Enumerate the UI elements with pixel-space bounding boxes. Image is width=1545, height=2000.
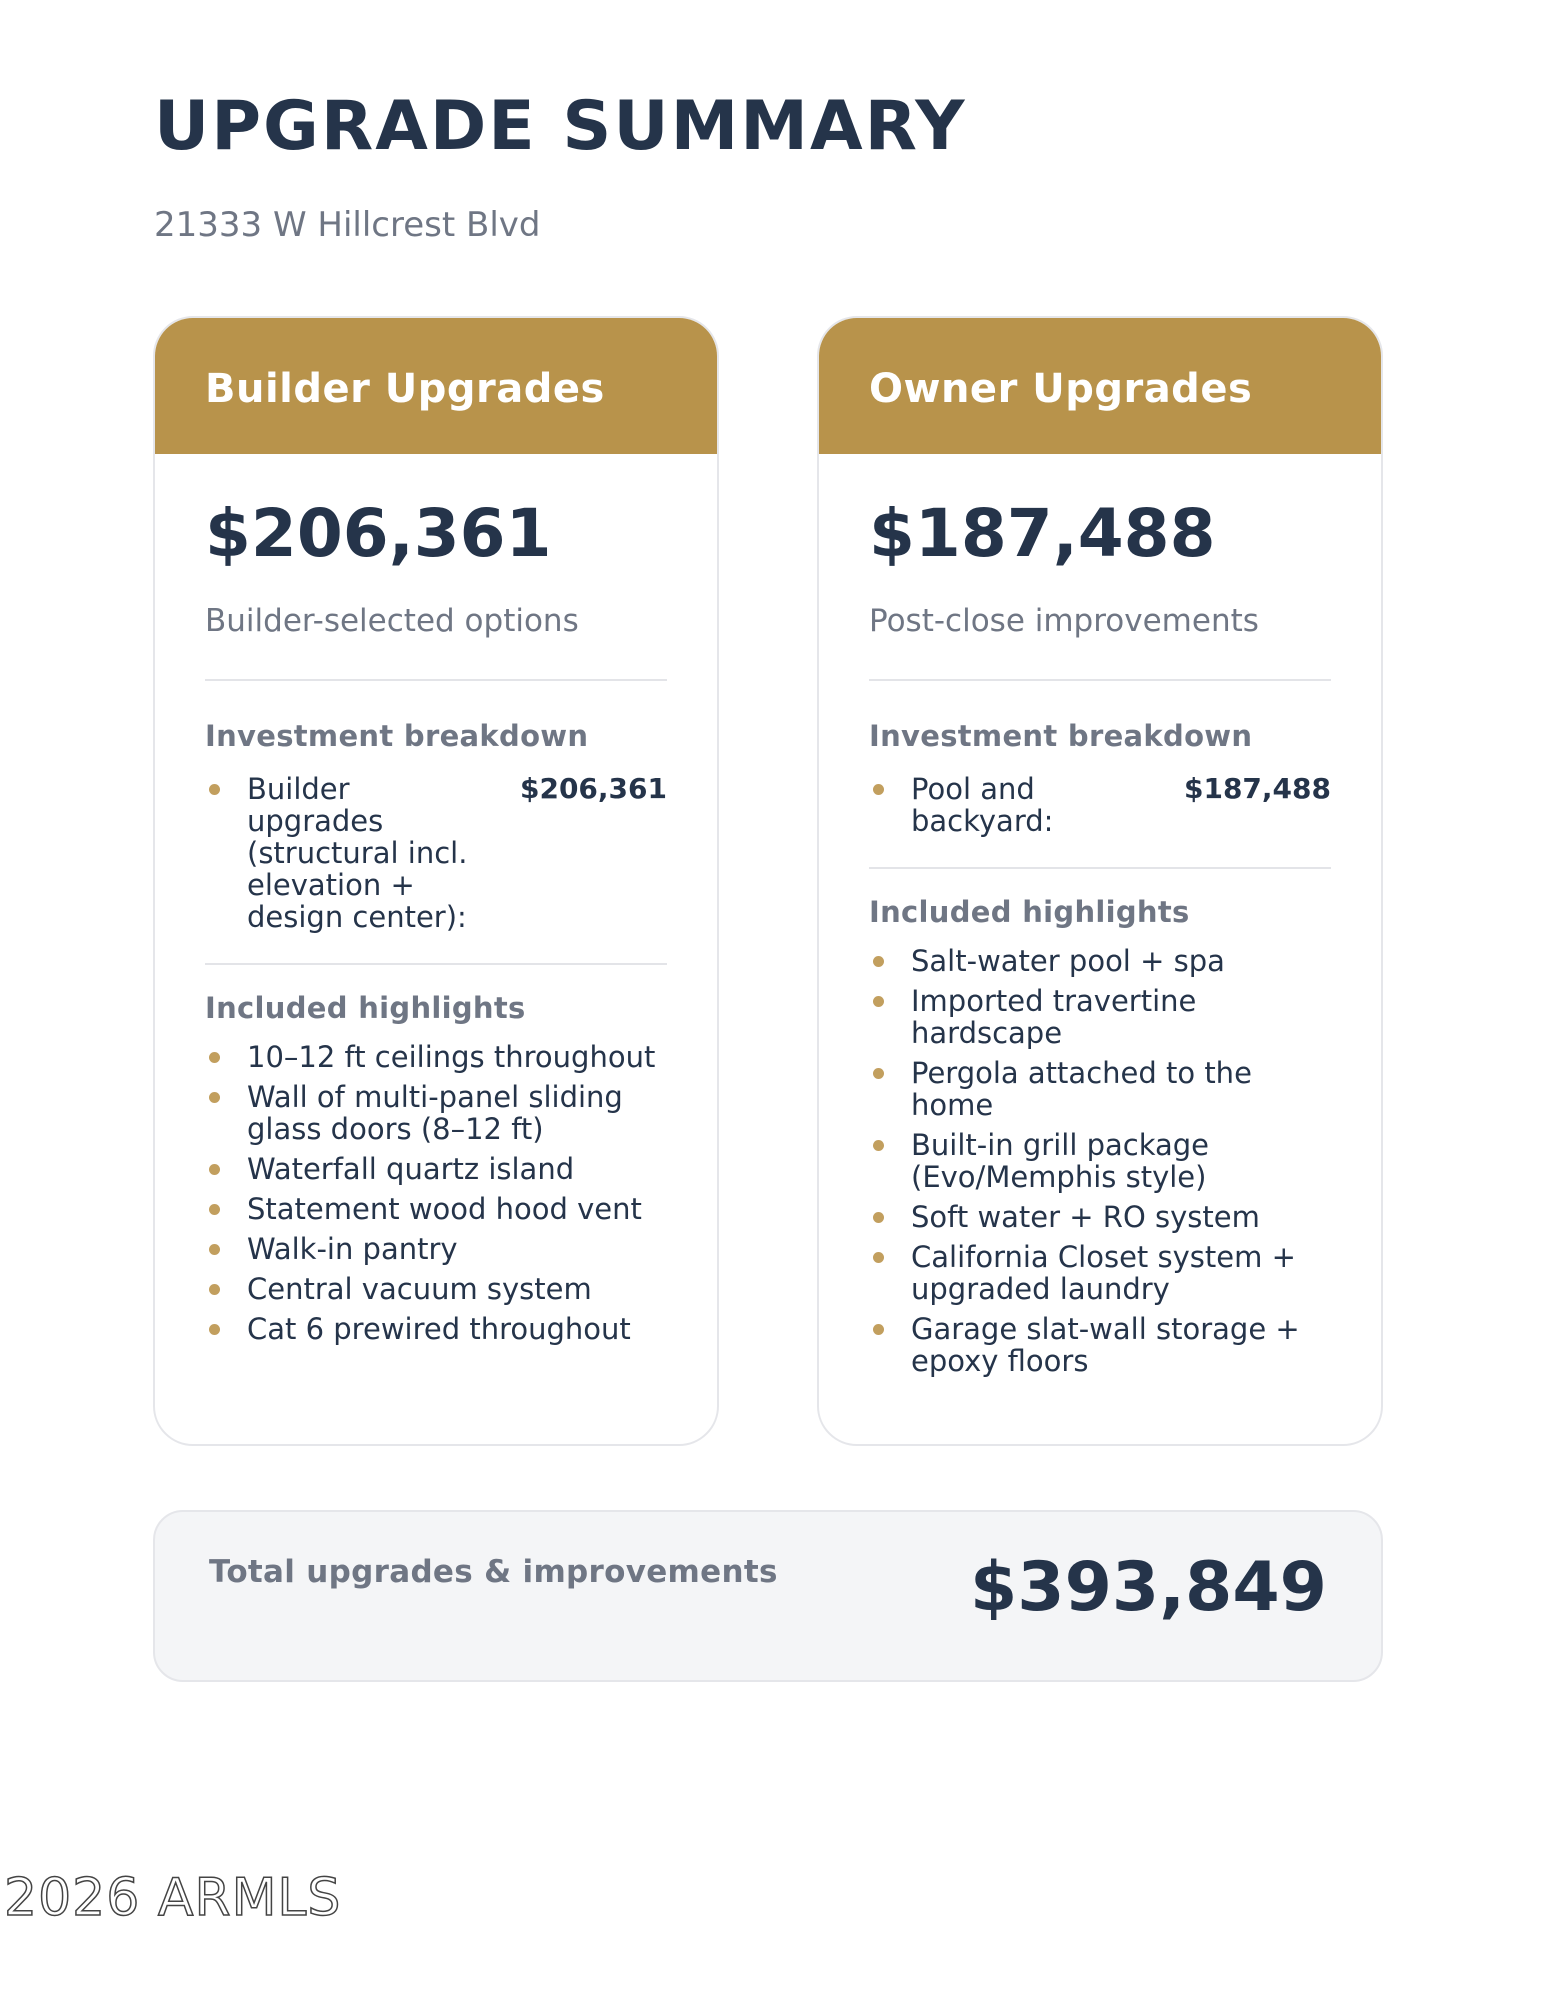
- owner-card-header: Owner Upgrades: [819, 318, 1381, 454]
- bullet-icon: [869, 773, 911, 805]
- bullet-icon: [869, 985, 911, 1017]
- property-address: 21333 W Hillcrest Blvd: [154, 205, 541, 245]
- breakdown-value: $206,361: [519, 771, 667, 805]
- owner-amount: $187,488: [869, 495, 1216, 572]
- bullet-icon: [205, 1313, 247, 1345]
- bullet-icon: [869, 1057, 911, 1089]
- list-item: Pergola attached to the home: [869, 1057, 1331, 1121]
- bullet-icon: [205, 1081, 247, 1113]
- list-item: Soft water + RO system: [869, 1201, 1331, 1233]
- owner-breakdown-heading: Investment breakdown: [869, 718, 1253, 753]
- list-item: Walk-in pantry: [205, 1233, 667, 1265]
- owner-highlights-heading: Included highlights: [869, 894, 1190, 929]
- builder-upgrades-card: [153, 316, 719, 1446]
- list-item: Imported travertine hardscape: [869, 985, 1331, 1049]
- owner-subtitle: Post-close improvements: [869, 602, 1259, 639]
- list-item: Garage slat-wall storage + epoxy floors: [869, 1313, 1331, 1377]
- bullet-icon: [205, 1153, 247, 1185]
- owner-highlights-list: [869, 945, 1331, 1377]
- copyright-watermark: 2026 ARMLS: [4, 1868, 342, 1928]
- divider: [869, 867, 1331, 869]
- list-item: Salt-water pool + spa: [869, 945, 1331, 977]
- builder-highlights-list: [205, 1041, 667, 1345]
- bullet-icon: [205, 1233, 247, 1265]
- list-item: Wall of multi-panel sliding glass doors (8–12 ft): [205, 1081, 667, 1145]
- total-summary-box: [153, 1510, 1383, 1682]
- breakdown-value: $187,488: [1183, 771, 1331, 805]
- list-item: Built-in grill package (Evo/Memphis style): [869, 1129, 1331, 1193]
- bullet-icon: [869, 1201, 911, 1233]
- list-item: 10–12 ft ceilings throughout: [205, 1041, 667, 1073]
- owner-breakdown-row: [869, 773, 1331, 837]
- list-item: Cat 6 prewired throughout: [205, 1313, 667, 1345]
- list-item: Statement wood hood vent: [205, 1193, 667, 1225]
- list-item: Waterfall quartz island: [205, 1153, 667, 1185]
- bullet-icon: [205, 1193, 247, 1225]
- builder-breakdown-heading: Investment breakdown: [205, 718, 589, 753]
- divider: [205, 963, 667, 965]
- divider: [869, 679, 1331, 681]
- total-label: Total upgrades & improvements: [209, 1554, 778, 1590]
- builder-amount: $206,361: [205, 495, 552, 572]
- bullet-icon: [205, 1041, 247, 1073]
- list-item: California Closet system + upgraded laundry: [869, 1241, 1331, 1305]
- breakdown-label: Pool and backyard:: [911, 771, 1054, 838]
- builder-highlights-heading: Included highlights: [205, 990, 526, 1025]
- owner-upgrades-card: [817, 316, 1383, 1446]
- total-value: $393,849: [969, 1548, 1327, 1627]
- bullet-icon: [205, 773, 247, 805]
- bullet-icon: [205, 1273, 247, 1305]
- bullet-icon: [869, 945, 911, 977]
- builder-subtitle: Builder-selected options: [205, 602, 579, 639]
- bullet-icon: [869, 1129, 911, 1161]
- page-title: UPGRADE SUMMARY: [154, 87, 967, 166]
- breakdown-label: Builder upgrades (structural incl. elevation + design center):: [247, 771, 468, 934]
- divider: [205, 679, 667, 681]
- bullet-icon: [869, 1313, 911, 1345]
- builder-breakdown-row: [205, 773, 667, 933]
- list-item: Central vacuum system: [205, 1273, 667, 1305]
- builder-card-header: Builder Upgrades: [155, 318, 717, 454]
- bullet-icon: [869, 1241, 911, 1273]
